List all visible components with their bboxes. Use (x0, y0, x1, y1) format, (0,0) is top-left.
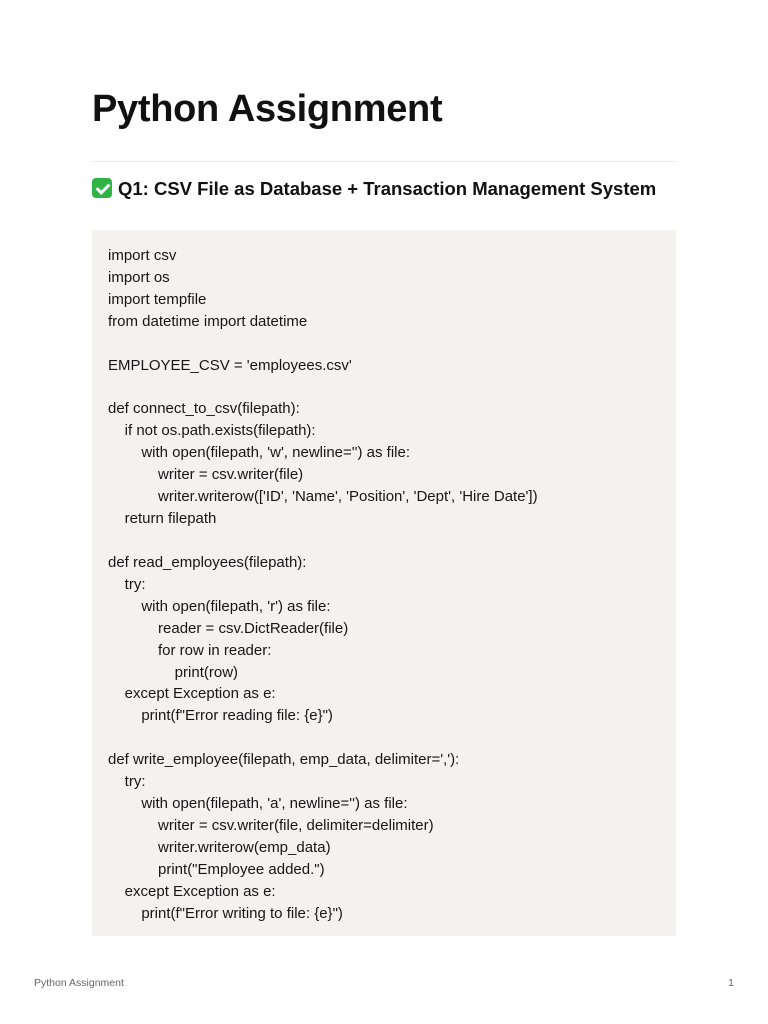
code-line (108, 333, 676, 355)
code-line: import tempfile (108, 290, 207, 308)
code-line: return filepath (108, 510, 217, 528)
code-line: import os (108, 268, 170, 286)
code-line (108, 727, 676, 749)
title-divider (92, 161, 676, 162)
code-line: print(f"Error reading file: {e}") (108, 707, 333, 725)
code-line: import csv (108, 247, 177, 264)
page-title: Python Assignment (92, 88, 443, 130)
code-line: try: (108, 575, 146, 593)
code-line: EMPLOYEE_CSV = 'employees.csv' (108, 356, 352, 374)
code-line: def read_employees(filepath): (108, 553, 307, 571)
code-line: writer = csv.writer(file) (108, 466, 304, 484)
code-line: with open(filepath, 'r') as file: (108, 597, 331, 615)
code-line: reader = csv.DictReader(file) (108, 619, 349, 637)
code-line: try: (108, 773, 146, 791)
code-line: writer.writerow(emp_data) (108, 838, 331, 856)
footer-title: Python Assignment (34, 977, 124, 989)
code-line: def connect_to_csv(filepath): (108, 400, 300, 418)
section-heading (92, 178, 676, 200)
code-line: with open(filepath, 'a', newline='') as file: (108, 795, 408, 813)
section-heading-text: Q1: CSV File as Database + Transaction Management System (118, 178, 657, 199)
code-line: print(f"Error writing to file: {e}") (108, 904, 343, 922)
code-line: with open(filepath, 'w', newline='') as file: (108, 444, 411, 462)
code-line: def write_employee(filepath, emp_data, delimiter=','): (108, 751, 460, 769)
page-number: 1 (728, 977, 734, 989)
code-line: except Exception as e: (108, 685, 276, 703)
check-mark-icon (92, 178, 112, 198)
code-line: from datetime import datetime (108, 312, 308, 330)
code-line: except Exception as e: (108, 882, 276, 900)
code-line: writer = csv.writer(file, delimiter=delimiter) (108, 816, 434, 834)
code-line: for row in reader: (108, 641, 272, 659)
code-line (108, 530, 676, 552)
code-block (92, 230, 676, 936)
code-line: writer.writerow(['ID', 'Name', 'Position', 'Dept', 'Hire Date']) (108, 488, 538, 506)
code-line: if not os.path.exists(filepath): (108, 422, 316, 440)
code-line: print("Employee added.") (108, 860, 325, 878)
code-line: print(row) (108, 663, 239, 681)
code-line (108, 377, 676, 399)
